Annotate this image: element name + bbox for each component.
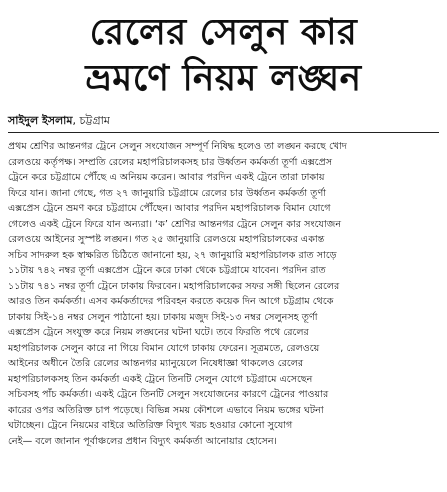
byline-divider <box>8 132 439 133</box>
body-line: আরও তিন কর্মকর্তা। এসব কর্মকর্তাদের পরিবহন করতে কয়েক দিন আগে চট্টগ্রাম থেকে <box>8 296 334 307</box>
body-line: মহাপরিচালকসহ তিন কর্মকর্তা একই ট্রেনে তিনটি সেলুন যোগে চট্টগ্রামে এসেছেন <box>8 373 313 385</box>
headline-line-2: ভ্রমণে নিয়ম লঙ্ঘন <box>85 58 362 99</box>
body-line: নেই— বলে জানান পূর্বাঞ্চলের প্রধান বিদ্যুৎ কর্মকর্তা আনোয়ার হোসেন। <box>8 435 277 447</box>
body-line: আইনের অধীনে তৈরি রেলের আন্তনগর ম্যানুয়েলে নিষেধাজ্ঞা থাকলেও রেলের <box>8 358 304 369</box>
body-line: প্রথম শ্রেণির আন্তনগর ট্রেনে সেলুন সংযোজন সম্পূর্ণ নিষিদ্ধ হলেও তা লঙ্ঘন করছে খোদ <box>8 141 347 152</box>
body-line: রেলওয়ে কর্তৃপক্ষ। সম্প্রতি রেলের মহাপরিচালকসহ চার উর্ধ্বতন কর্মকর্তা তূর্ণা এক্সপ্রেস <box>8 156 333 168</box>
headline-line-1: রেলের সেলুন কার <box>89 12 358 53</box>
body-line: ঘটাচ্ছেন। ট্রেনে নিয়মের বাইরে অতিরিক্ত বিদ্যুৎ খরচ হওয়ার কোনো সুযোগ <box>8 420 293 431</box>
body-line: গেলেও একই ট্রেনে ফিরে যান অন্যরা। ‘ক’ শ্রেণির আন্তনগর ট্রেনে সেলুন কার সংযোজন <box>8 218 342 230</box>
body-line: সচিবসহ পাঁচ কর্মকর্তা। একই ট্রেনে তিনটি সেলুন সংযোজনের কারণে ট্রেনের পাওয়ার <box>8 389 329 400</box>
body-line: ঢাকায় সিই-১৪ নম্বর সেলুন পাঠানো হয়। ঢাকায় মজুদ সিই-১৩ নম্বর সেলুনসহ তূর্ণা <box>8 311 318 323</box>
body-line: মহাপরিচালক সেলুন কারে না গিয়ে বিমান যোগে ঢাকায় ফেরেন। সূত্রমতে, রেলওয়ে <box>8 342 320 354</box>
byline-author: সাইদুল ইসলাম <box>8 114 73 127</box>
body-line: এক্সপ্রেস ট্রেনে সংযুক্ত করে নিয়ম লঙ্ঘনের ঘটনা ঘটে। তবে ফিরতি পথে রেলের <box>8 327 309 338</box>
body-line: কারের ওপর অতিরিক্ত চাপ পড়েছে। বিভিন্ন সময় কৌশলে এভাবে নিয়ম ভঙ্গের ঘটনা <box>8 404 324 416</box>
body-line: ট্রেনে করে চট্টগ্রামে পৌঁছে এ অনিয়ম করেন। আবার পরদিন একই ট্রেনে তারা ঢাকায় <box>8 172 325 183</box>
body-line: ফিরে যান। জানা গেছে, গত ২৭ জানুয়ারি চট্টগ্রামে রেলের চার উর্ধ্বতন কর্মকর্তা তূর্ণা <box>8 187 327 199</box>
body-line: এক্সপ্রেস ট্রেনে ভ্রমণ করে চট্টগ্রামে পৌঁছেন। আবার পরদিন মহাপরিচালক বিমান যোগে <box>8 203 331 214</box>
body-line: রেলওয়ে আইনের সুস্পষ্ট লঙ্ঘন। গত ২৫ জানুয়ারি রেলওয়ে মহাপরিচালকের একান্ত <box>8 234 325 245</box>
headline <box>8 10 439 102</box>
byline-separator: , <box>72 114 80 127</box>
body-line: সচিব সাদরুল হক স্বাক্ষরিত চিঠিতে জানানো হয়, ২৭ জানুয়ারি মহাপরিচালক রাত সাড়ে <box>8 249 337 261</box>
byline <box>8 114 439 128</box>
body-line: ১১টায় ৭৪২ নম্বর তূর্ণা এক্সপ্রেস ট্রেনে করে ঢাকা থেকে চট্টগ্রামে যাবেন। পরদিন রাত <box>8 265 326 276</box>
body-line: ১১টায় ৭৪১ নম্বর তূর্ণা ট্রেনে ঢাকায় ফিরবেন। মহাপরিচালকের সফর সঙ্গী ছিলেন রেলের <box>8 280 340 292</box>
byline-place: চট্টগ্রাম <box>79 114 110 127</box>
article-body <box>8 139 439 449</box>
